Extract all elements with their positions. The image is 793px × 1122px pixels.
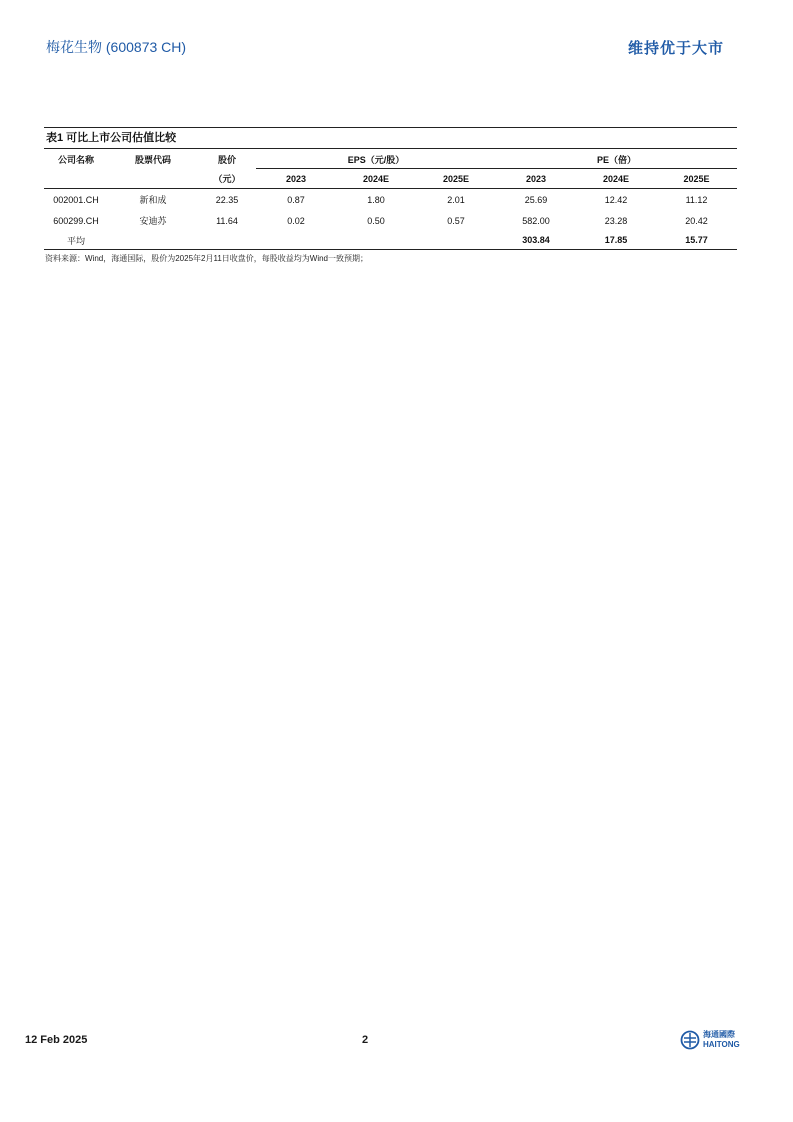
logo-text-cn: 海通國際 xyxy=(703,1030,735,1039)
col-code-header-cont xyxy=(108,169,198,189)
eps-cell: 0.50 xyxy=(367,215,385,226)
eps-year-header: 2025E xyxy=(416,169,496,189)
eps-year-header: 2023 xyxy=(256,169,336,189)
table-row xyxy=(44,189,737,211)
haitong-logo xyxy=(680,1030,740,1050)
pe-cell: 23.28 xyxy=(604,215,628,226)
company-cell: 600299.CH xyxy=(53,215,99,226)
valuation-table-section xyxy=(44,127,737,264)
avg-pe-cell: 15.77 xyxy=(656,231,737,250)
average-row xyxy=(44,231,737,250)
eps-group-header: EPS（元/股） xyxy=(256,149,496,169)
pe-cell: 25.69 xyxy=(524,194,548,205)
pe-cell: 12.42 xyxy=(604,194,628,205)
haitong-logo-icon xyxy=(680,1030,700,1050)
price-cell: 22.35 xyxy=(215,194,239,205)
page-number: 2 xyxy=(362,1034,369,1046)
source-note: 资料来源：Wind，海通国际，股价为2025年2月11日收盘价，每股收益均为Wind一致预期； xyxy=(45,254,369,263)
pe-group-header: PE（倍） xyxy=(496,149,737,169)
eps-cell: 1.80 xyxy=(367,194,385,205)
header-rating: 维持优于大市 xyxy=(627,40,724,57)
col-price-unit-header: （元） xyxy=(198,169,256,189)
pe-cell: 20.42 xyxy=(685,215,708,226)
avg-pe-cell: 17.85 xyxy=(576,231,656,250)
logo-text-en: HAITONG xyxy=(703,1040,740,1049)
eps-cell: 0.87 xyxy=(287,194,305,205)
footer-date: 12 Feb 2025 xyxy=(25,1034,88,1046)
company-cell: 002001.CH xyxy=(53,194,99,205)
header-company-title: 梅花生物 (600873 CH) xyxy=(46,39,187,55)
pe-year-header: 2023 xyxy=(496,169,576,189)
code-cell: 新和成 xyxy=(139,195,167,205)
eps-cell: 2.01 xyxy=(447,194,465,205)
pe-cell: 11.12 xyxy=(685,194,708,205)
price-cell: 11.64 xyxy=(216,215,238,226)
eps-cell: 0.02 xyxy=(287,215,305,226)
table-title: 表1 可比上市公司估值比较 xyxy=(44,127,737,149)
code-cell: 安迪苏 xyxy=(139,216,167,226)
pe-year-header: 2025E xyxy=(656,169,737,189)
pe-year-header: 2024E xyxy=(576,169,656,189)
col-price-header: 股价 xyxy=(217,155,236,166)
eps-year-header: 2024E xyxy=(336,169,416,189)
average-label: 平均 xyxy=(44,231,108,250)
eps-cell: 0.57 xyxy=(447,215,465,226)
col-company-header: 公司名称 xyxy=(57,155,94,166)
col-code-header: 股票代码 xyxy=(134,155,171,166)
col-company-header-cont xyxy=(44,169,108,189)
valuation-table xyxy=(44,149,737,250)
table-row xyxy=(44,210,737,231)
avg-pe-cell: 303.84 xyxy=(496,231,576,250)
pe-cell: 582.00 xyxy=(522,215,550,226)
